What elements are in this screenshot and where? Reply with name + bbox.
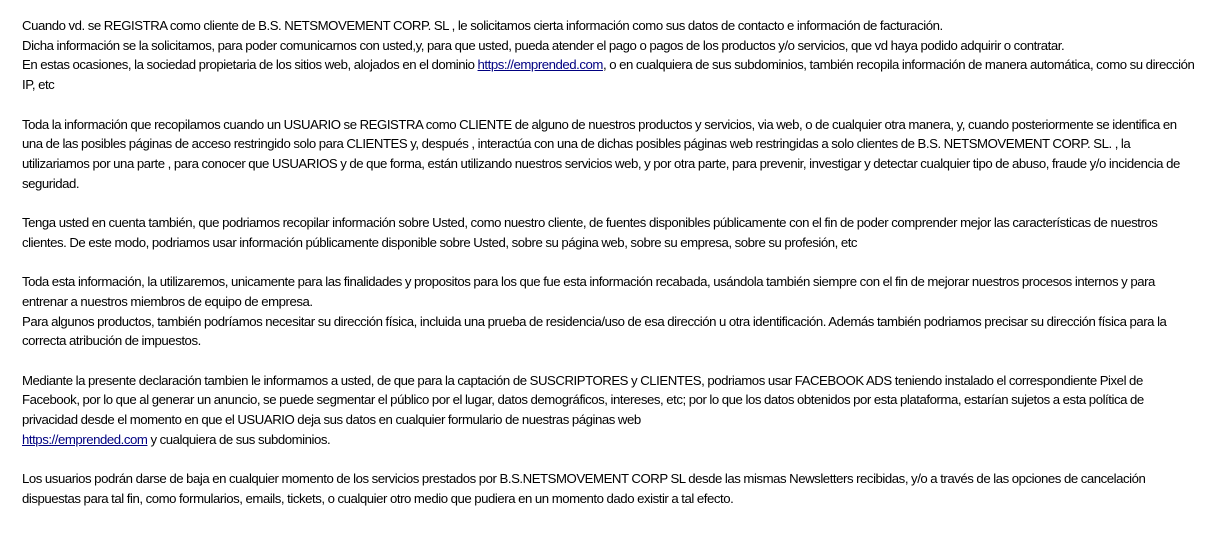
emprended-link[interactable]: https://emprended.com (477, 57, 603, 73)
paragraph-registration (22, 16, 1200, 95)
paragraph-public-sources (22, 213, 1200, 252)
emprended-link[interactable]: https://emprended.com (22, 431, 148, 447)
paragraph-unsubscribe (22, 469, 1200, 508)
paragraph-text-with-link (22, 55, 1200, 94)
paragraph-text: Tenga usted en cuenta también, que podriamos recopilar información sobre Usted, como nuestro cliente, de fuentes disponibles públicamente con el fin de poder comprender mejor las características de nuestros clientes. De este modo, podriamos usar información públicamente disponible sobre Usted, sobre su página web, sobre su empresa, sobre su profesión, etc (22, 215, 1158, 250)
paragraph-text: Para algunos productos, también podríamos necesitar su dirección física, incluida una prueba de residencia/uso de esa dirección u otra identificación. Además también podriamos precisar su dirección física para la correcta atribución de impuestos. (22, 313, 1167, 349)
paragraph-text: Dicha información se la solicitamos, para poder comunicarnos con usted,y, para que usted, pueda atender el pago o pagos de los productos y/o servicios, que vd haya podido adquirir o contratar. (22, 37, 1065, 53)
paragraph-purposes (22, 272, 1200, 351)
paragraph-text: Cuando vd. se REGISTRA como cliente de B.S. NETSMOVEMENT CORP. SL , le solicitamos cierta información como sus datos de contacto e información de facturación. (22, 18, 943, 33)
paragraph-text: , o en cualquiera de sus subdominios, también recopila información de manera automática, como su dirección IP, etc (22, 57, 1195, 93)
paragraph-text: Los usuarios podrán darse de baja en cualquier momento de los servicios prestados por B.S.NETSMOVEMENT CORP SL desde las mismas Newsletters recibidas, y/o a través de las opciones de cancelación dispuestas para tal fin, como formularios, emails, tickets, o cualquier otro medio que pudiera en un momento dado existir a tal efecto. (22, 471, 1146, 506)
paragraph-text: Toda la información que recopilamos cuando un USUARIO se REGISTRA como CLIENTE de alguno de nuestros productos y servicios, via web, o de cualquier otra manera, y, cuando posteriormente se identifica en una de las posibles páginas de acceso restringido solo para CLIENTES y, después , interactúa con una de dichas posibles páginas web restringidas a solo clientes de B.S. NETSMOVEMENT CORP. SL. , la utilizariamos por una parte , para conocer que USUARIOS y de que forma, están utilizando nuestros servicios web, y por otra parte, para prevenir, investigar y detectar cualquier tipo de abuso, fraude y/o incidencia de seguridad. (22, 116, 1180, 191)
paragraph-facebook-ads (22, 371, 1200, 450)
paragraph-text: En estas ocasiones, la sociedad propietaria de los sitios web, alojados en el dominio (22, 57, 478, 73)
paragraph-text: y cualquiera de sus subdominios. (147, 431, 331, 447)
paragraph-text: Mediante la presente declaración tambien le informamos a usted, de que para la captación de SUSCRIPTORES y CLIENTES, podriamos usar FACEBOOK ADS teniendo instalado el correspondiente Pixel de Facebook, por lo que al generar un anuncio, se puede segmentar el público por el lugar, datos demográficos, intereses, etc; por lo que los datos obtenidos por esta plataforma, estarían sujetos a esta política de privacidad desde el momento en que el USUARIO deja sus datos en cualquier formulario de nuestras páginas web (22, 372, 1144, 427)
paragraph-user-data-usage (22, 115, 1200, 194)
paragraph-text: Toda esta información, la utilizaremos, unicamente para las finalidades y propositos para los que fue esta información recabada, usándola también siempre con el fin de mejorar nuestros procesos internos y para entrenar a nuestros miembros de equipo de empresa. (22, 274, 1155, 309)
